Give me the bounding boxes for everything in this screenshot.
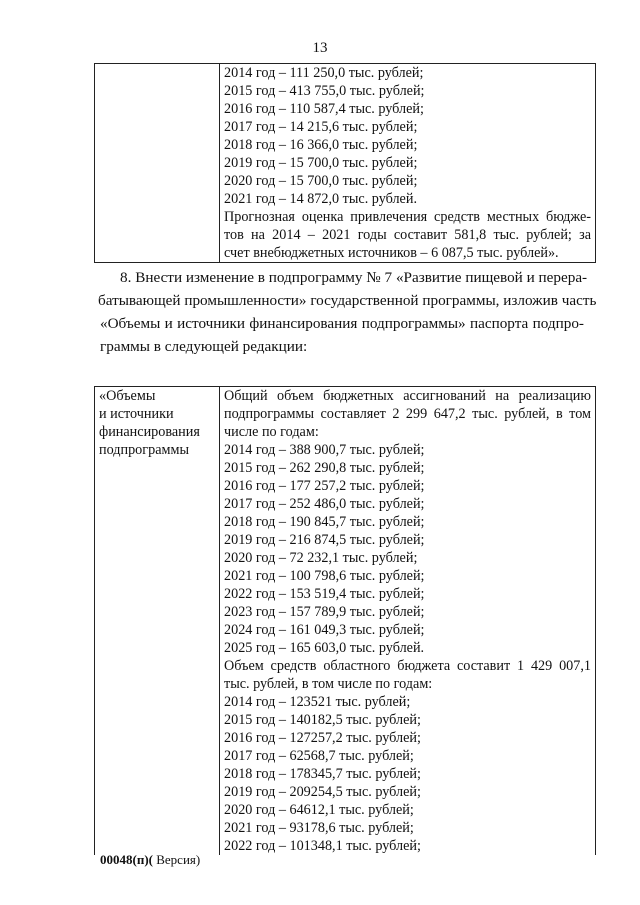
- year-line: 2022 год – 153 519,4 тыс. рублей;: [224, 586, 425, 602]
- year-line: 2021 год – 100 798,6 тыс. рублей;: [224, 568, 425, 584]
- paragraph-line: 8. Внести изменение в подпрограмму № 7 «Развитие пищевой и перера-: [120, 269, 588, 286]
- regional-year-line: 2017 год – 62568,7 тыс. рублей;: [224, 748, 414, 764]
- regional-year-line: 2014 год – 123521 тыс. рублей;: [224, 694, 411, 710]
- paragraph-line: граммы в следующей редакции:: [100, 338, 308, 355]
- table-left-cell: [95, 387, 220, 856]
- regional-intro-line: тыс. рублей, в том числе по годам:: [224, 676, 433, 692]
- paragraph-line: «Объемы и источники финансирования подпрограммы» паспорта подпро-: [100, 315, 584, 332]
- funding-table: [94, 386, 596, 855]
- regional-year-line: 2015 год – 140182,5 тыс. рублей;: [224, 712, 421, 728]
- year-line: 2014 год – 388 900,7 тыс. рублей;: [224, 442, 425, 458]
- document-footer: [100, 852, 200, 868]
- regional-intro-line: Объем средств областного бюджета составит 1 429 007,1: [224, 658, 591, 674]
- year-line: 2014 год – 111 250,0 тыс. рублей;: [224, 65, 424, 81]
- table-row: [95, 387, 596, 856]
- table-row: [95, 64, 596, 263]
- amendment-paragraph: [98, 266, 597, 358]
- year-line: 2024 год – 161 049,3 тыс. рублей;: [224, 622, 425, 638]
- forecast-line: тов на 2014 – 2021 годы составит 581,8 тыс. рублей; за: [224, 227, 591, 243]
- forecast-line: счет внебюджетных источников – 6 087,5 тыс. рублей».: [224, 245, 559, 261]
- regional-year-line: 2022 год – 101348,1 тыс. рублей;: [224, 838, 421, 854]
- year-line: 2021 год – 14 872,0 тыс. рублей.: [224, 191, 417, 207]
- year-line: 2015 год – 413 755,0 тыс. рублей;: [224, 83, 425, 99]
- document-version: Версия): [152, 852, 201, 867]
- forecast-line: Прогнозная оценка привлечения средств местных бюдже-: [224, 209, 591, 225]
- paragraph-line: батывающей промышленности» государственной программы, изложив часть: [98, 292, 597, 309]
- row-label-line: подпрограммы: [99, 442, 189, 458]
- funding-table-continued: [94, 63, 596, 263]
- regional-year-line: 2020 год – 64612,1 тыс. рублей;: [224, 802, 414, 818]
- row-label-line: «Объемы: [99, 388, 156, 404]
- year-line: 2019 год – 216 874,5 тыс. рублей;: [224, 532, 425, 548]
- regional-year-line: 2021 год – 93178,6 тыс. рублей;: [224, 820, 414, 836]
- intro-line: Общий объем бюджетных ассигнований на реализацию: [224, 388, 591, 404]
- table-right-cell: [220, 64, 596, 263]
- year-line: 2018 год – 16 366,0 тыс. рублей;: [224, 137, 418, 153]
- year-line: 2020 год – 15 700,0 тыс. рублей;: [224, 173, 418, 189]
- year-line: 2015 год – 262 290,8 тыс. рублей;: [224, 460, 425, 476]
- table-left-cell-empty: [95, 64, 220, 263]
- regional-year-line: 2018 год – 178345,7 тыс. рублей;: [224, 766, 421, 782]
- page-number: 13: [312, 40, 328, 56]
- regional-year-line: 2019 год – 209254,5 тыс. рублей;: [224, 784, 421, 800]
- year-line: 2017 год – 14 215,6 тыс. рублей;: [224, 119, 418, 135]
- row-label-line: и источники: [99, 406, 174, 422]
- year-line: 2023 год – 157 789,9 тыс. рублей;: [224, 604, 425, 620]
- year-line: 2016 год – 177 257,2 тыс. рублей;: [224, 478, 425, 494]
- year-line: 2020 год – 72 232,1 тыс. рублей;: [224, 550, 418, 566]
- row-label-line: финансирования: [99, 424, 200, 440]
- table-right-cell: [220, 387, 596, 856]
- year-line: 2025 год – 165 603,0 тыс. рублей.: [224, 640, 425, 656]
- year-line: 2016 год – 110 587,4 тыс. рублей;: [224, 101, 424, 117]
- intro-line: числе по годам:: [224, 424, 319, 440]
- year-line: 2017 год – 252 486,0 тыс. рублей;: [224, 496, 425, 512]
- document-code: 00048(п)(: [100, 852, 153, 867]
- year-line: 2018 год – 190 845,7 тыс. рублей;: [224, 514, 425, 530]
- regional-year-line: 2016 год – 127257,2 тыс. рублей;: [224, 730, 421, 746]
- intro-line: подпрограммы составляет 2 299 647,2 тыс. рублей, в том: [224, 406, 591, 422]
- year-line: 2019 год – 15 700,0 тыс. рублей;: [224, 155, 418, 171]
